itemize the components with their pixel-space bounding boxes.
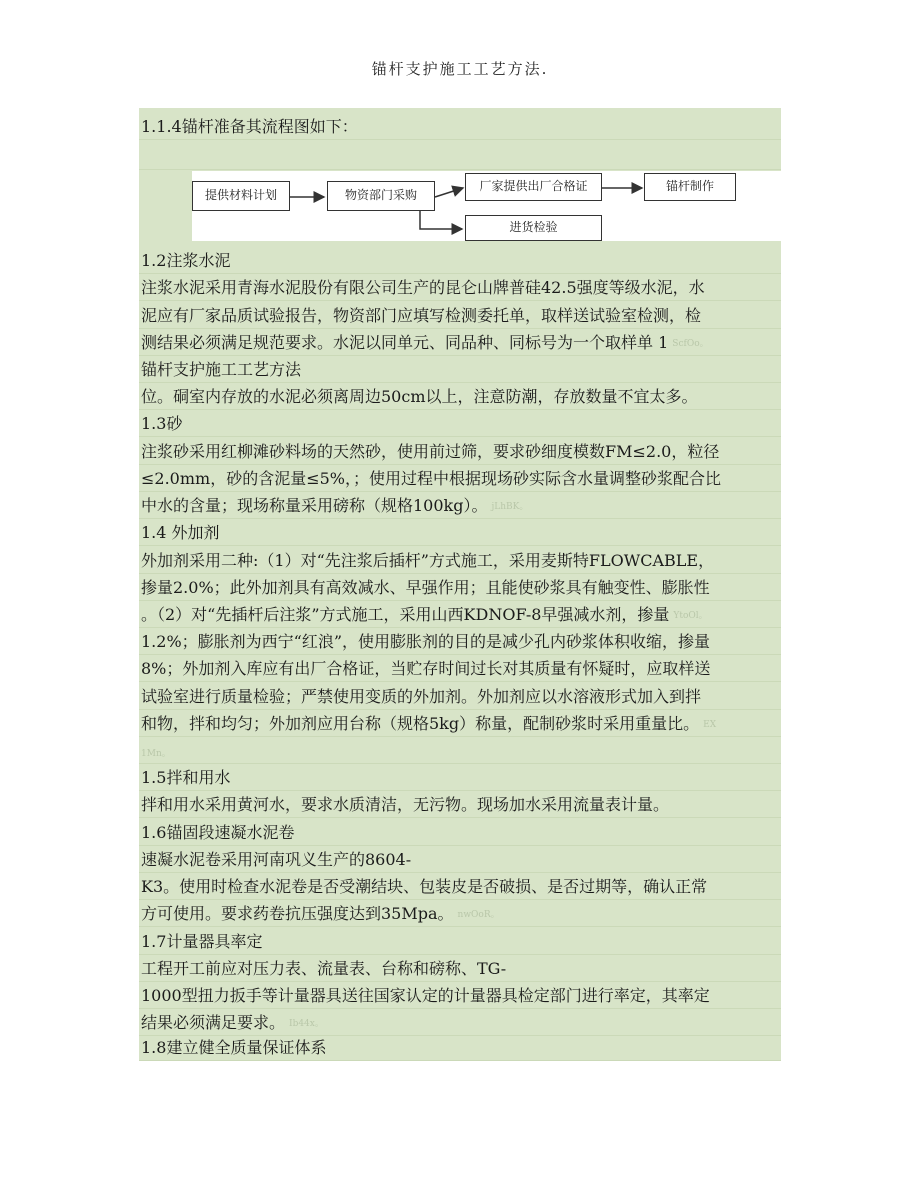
paragraph-line: 试验室进行质量检验；严禁使用变质的外加剂。外加剂应以水溶液形式加入到拌 [139,684,781,710]
paragraph-line: 和物，拌和均匀；外加剂应用台称（规格5kg）称量，配制砂浆时采用重量比。 EX [139,711,781,737]
section-heading: 1.8建立健全质量保证体系 [139,1035,781,1061]
flow-step-bolt-making: 锚杆制作 [644,173,736,201]
flow-step-inspection: 进货检验 [465,215,602,241]
paragraph-line: 注浆砂采用红柳滩砂料场的天然砂，使用前过筛，要求砂细度模数FM≤2.0，粒径 [139,439,781,465]
watermark-text: YtoOl。 [673,610,708,621]
blank-line [139,144,781,170]
page-title: 锚杆支护施工工艺方法. [371,60,549,78]
flow-step-certificate: 厂家提供出厂合格证 [465,173,602,201]
paragraph-line: 结果必须满足要求。 Ib44x。 [139,1010,781,1036]
document-body [139,108,781,1061]
section-heading: 1.7计量器具率定 [139,929,781,955]
paragraph-line: 泥应有厂家品质试验报告，物资部门应填写检测委托单，取样送试验室检测，检 [139,303,781,329]
paragraph-line: 外加剂采用二种:（1）对“先注浆后插杆”方式施工，采用麦斯特FLOWCABLE， [139,548,781,574]
paragraph-line: 拌和用水采用黄河水，要求水质清洁，无污物。现场加水采用流量表计量。 [139,792,781,818]
section-heading: 1.6锚固段速凝水泥卷 [139,820,781,846]
section-heading: 1.1.4锚杆准备其流程图如下： [139,114,781,140]
section-heading: 1.4 外加剂 [139,520,781,546]
section-heading: 1.5拌和用水 [139,765,781,791]
watermark-text: nwOoR。 [457,909,500,920]
watermark-text: ScfOo。 [672,338,709,349]
paragraph-line: 测结果必须满足规范要求。水泥以同单元、同品种、同标号为一个取样单 1 ScfOo。 [139,330,781,356]
watermark-text: jLhBK。 [491,501,529,512]
paragraph-line: 8%；外加剂入库应有出厂合格证，当贮存时间过长对其质量有怀疑时，应取样送 [139,656,781,682]
flowchart [192,171,782,241]
section-heading: 1.2注浆水泥 [139,248,781,274]
paragraph-line: K3。使用时检查水泥卷是否受潮结块、包装皮是否破损、是否过期等，确认正常 [139,874,781,900]
paragraph-line: 锚杆支护施工工艺方法 [139,357,781,383]
paragraph-line [139,738,781,764]
paragraph-line: 工程开工前应对压力表、流量表、台称和磅称、TG- [139,956,781,982]
paragraph-line: 1000型扭力扳手等计量器具送往国家认定的计量器具检定部门进行率定，其率定 [139,983,781,1009]
paragraph-line: ≤2.0mm，砂的含泥量≤5%，；使用过程中根据现场砂实际含水量调整砂浆配合比 [139,466,781,492]
paragraph-line: 1.2%；膨胀剂为西宁“红浪”，使用膨胀剂的目的是减少孔内砂浆体积收缩，掺量 [139,629,781,655]
watermark-text: EX [703,719,717,730]
paragraph-line: 掺量2.0%；此外加剂具有高效减水、早强作用；且能使砂浆具有触变性、膨胀性 [139,575,781,601]
flow-step-material-plan: 提供材料计划 [192,181,290,211]
paragraph-line: 位。硐室内存放的水泥必须离周边50cm以上，注意防潮，存放数量不宜太多。 [139,384,781,410]
paragraph-line: 中水的含量；现场称量采用磅称（规格100kg）。 jLhBK。 [139,493,781,519]
paragraph-line: 速凝水泥卷采用河南巩义生产的8604- [139,847,781,873]
watermark-text: Ib44x。 [289,1018,324,1029]
watermark-text: 1Mn。 [141,749,171,759]
paragraph-line: 方可使用。要求药卷抗压强度达到35Mpa。 nwOoR。 [139,901,781,927]
paragraph-line: 。（2）对“先插杆后注浆”方式施工，采用山西KDNOF-8早强减水剂，掺量 YtoOl。 [139,602,781,628]
arrow-2-to-3 [435,188,463,197]
flow-step-procurement: 物资部门采购 [327,181,435,211]
section-heading: 1.3砂 [139,411,781,437]
arrow-2-to-5 [420,211,462,229]
paragraph-line: 注浆水泥采用青海水泥股份有限公司生产的昆仑山牌普硅42.5强度等级水泥，水 [139,275,781,301]
